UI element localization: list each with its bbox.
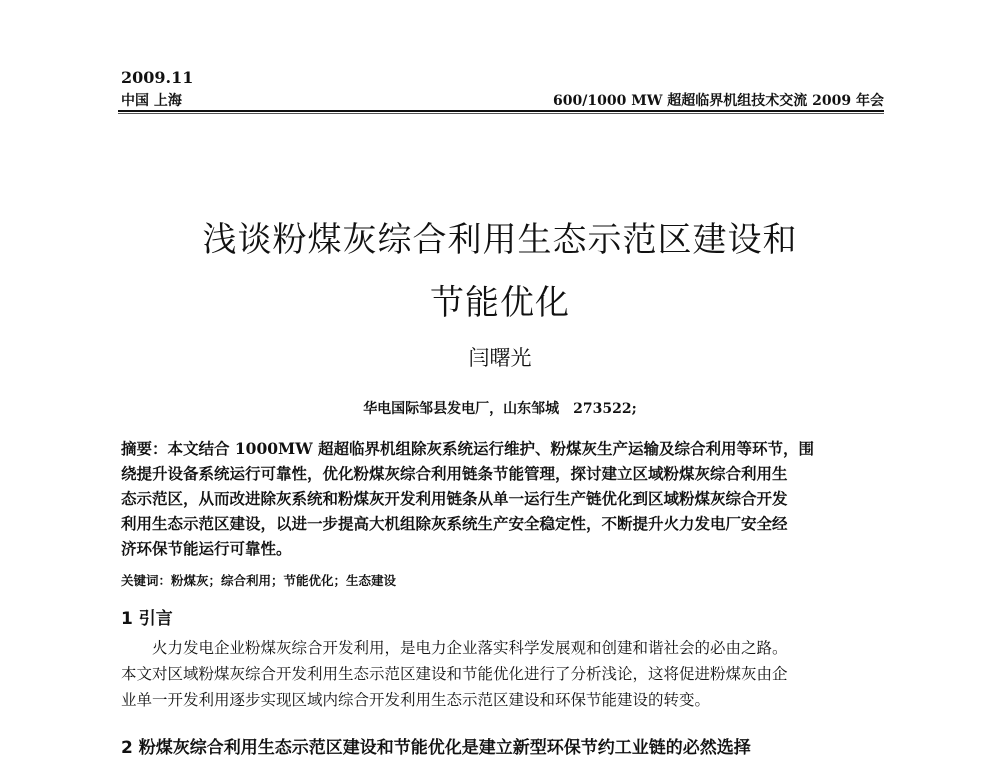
- paragraph-line: 业单一开发利用逐步实现区域内综合开发利用生态示范区建设和环保节能建设的转变。: [121, 691, 711, 709]
- header-conference: 600/1000 MW 超超临界机组技术交流 2009 年会: [553, 93, 884, 109]
- header-rule: [118, 110, 884, 112]
- header-rule-thin: [118, 113, 884, 114]
- section-heading-1: 1 引言: [121, 609, 173, 629]
- paper-title-line-2: 节能优化: [430, 283, 570, 323]
- affiliation: 华电国际邹县发电厂，山东邹城 273522;: [363, 401, 637, 417]
- paragraph-line: 本文对区域粉煤灰综合开发利用生态示范区建设和节能优化进行了分析浅论，这将促进粉煤灰由企: [121, 665, 788, 683]
- paper-title-line-1: 浅谈粉煤灰综合利用生态示范区建设和: [202, 220, 798, 260]
- header-location: 中国 上海: [121, 93, 182, 109]
- keywords: 关键词：粉煤灰；综合利用；节能优化；生态建设: [121, 573, 397, 588]
- abstract-line: 态示范区，从而改进除灰系统和粉煤灰开发利用链条从单一运行生产链优化到区域粉煤灰综合开发: [121, 489, 788, 508]
- paragraph-line: 火力发电企业粉煤灰综合开发利用，是电力企业落实科学发展观和创建和谐社会的必由之路。: [121, 639, 788, 657]
- abstract-line: 绕提升设备系统运行可靠性，优化粉煤灰综合利用链条节能管理，探讨建立区域粉煤灰综合利用生: [121, 464, 788, 483]
- abstract-line: 利用生态示范区建设，以进一步提高大机组除灰系统生产安全稳定性，不断提升火力发电厂安全经: [121, 514, 788, 533]
- header-date: 2009.11: [121, 68, 194, 87]
- section-heading-2: 2 粉煤灰综合利用生态示范区建设和节能优化是建立新型环保节约工业链的必然选择: [121, 738, 751, 758]
- abstract-line: 摘要：本文结合 1000MW 超超临界机组除灰系统运行维护、粉煤灰生产运输及综合利用等环节，围: [121, 439, 814, 458]
- author: 闫曙光: [468, 346, 532, 370]
- abstract-line: 济环保节能运行可靠性。: [121, 539, 292, 558]
